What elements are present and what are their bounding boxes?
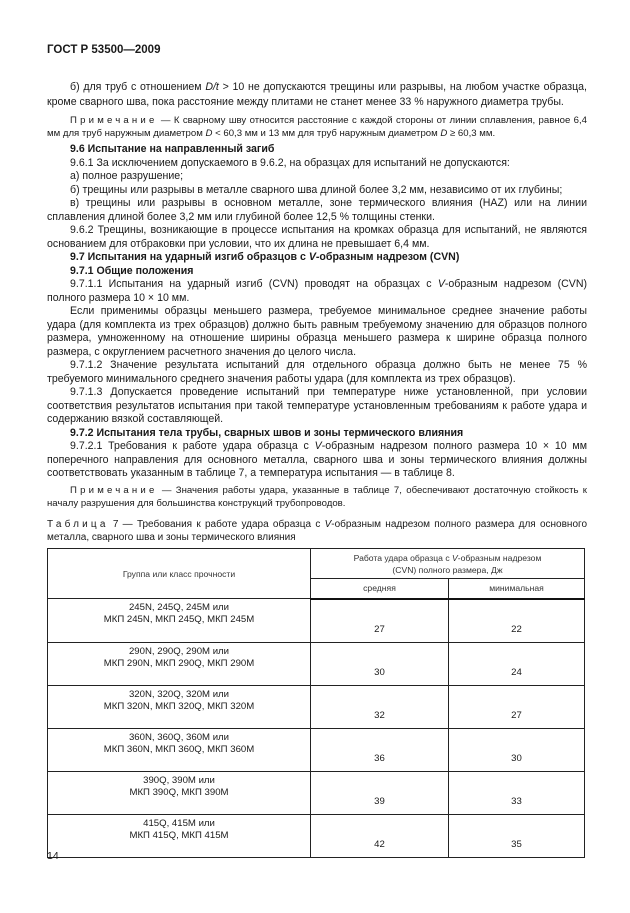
caption-label: Таблица [47,519,109,530]
cell-min: 33 [449,771,585,814]
table-row [48,728,585,771]
text: V [452,552,458,563]
section-9-7-2-title: 9.7.2 Испытания тела трубы, сварных швов и зоны термического влияния [70,426,464,439]
cell-avg: 32 [311,685,449,728]
text: — Значения работы удара, указанные в таблице 7, обеспечивают достаточную стойкость к началу разрушения для большинства конструкций трубопроводов. [47,485,587,509]
cell-min: 24 [449,642,585,685]
list-item: а) полное разрушение; [70,170,184,182]
text: V [308,251,316,263]
section-9-6-title: 9.6 Испытание на направленный загиб [70,143,275,155]
paragraph: 9.7.1.3 Допускается проведение испытаний при температуре ниже установленной, при условии соответствия результатов испытания при такой температуре установленным требованиям к работе удара и содержанию вязкой составляющей. [47,386,587,425]
table-row [48,685,585,728]
paragraph [47,278,587,305]
cell-group [48,814,311,857]
text: V [437,278,445,290]
text: 7 — Требования к работе удара образца с [108,519,325,530]
main-text [47,143,587,481]
cell-avg: 39 [311,771,449,814]
group-line-1: 320N, 320Q, 320M или [128,688,230,700]
group-line-2: МКП 390Q, МКП 390M [129,786,229,798]
table-row [48,814,585,857]
table-row [48,599,585,643]
text: D/t [205,81,219,93]
group-line-1: 360N, 360Q, 360M или [128,731,230,743]
note-label: Примечание [70,115,158,126]
paragraph-b [47,80,587,110]
paragraph: Если применимы образцы меньшего размера, требуемое минимальное среднее значение работы удара (для комплекта из трех образцов) должно быть равным требуемому значению для образцов полного размера, умноженному на отношение ширины образца меньшего размера к ширине образца полного размера, с округлением расчетного значения до целого числа. [47,305,587,358]
group-line-2: МКП 290N, МКП 290Q, МКП 290M [103,657,255,669]
text: 9.7.1.1 Испытания на ударный изгиб (CVN) проводят на образцах с [70,278,438,290]
text: -образным надрезом (CVN) полного размера 10 × 10 мм. [47,278,587,304]
text: 9.7 Испытания на ударный изгиб образцов с [70,251,309,263]
cell-min: 30 [449,728,585,771]
table-row [48,771,585,814]
cell-avg: 27 [311,599,449,643]
text: Работа удара образца с [353,552,452,563]
cell-min: 27 [449,685,585,728]
header-group: Группа или класс прочности [48,549,311,599]
cell-min: 35 [449,814,585,857]
section-9-7-title [47,251,587,265]
cell-avg: 42 [311,814,449,857]
text: б) для труб с отношением [70,81,206,93]
text: < 60,3 мм и 13 мм для труб наружным диаметром [212,128,441,139]
text: V [314,440,322,452]
header-avg: средняя [311,579,449,599]
cell-group [48,728,311,771]
text: -образным надрезом полного размера 10 × 10 мм поперечного направления для основного металла, сварного шва и зоны термического влияния должны соответствовать указанным в таблице 7, а температура испытания — в таблице 8. [47,440,587,479]
text: ≥ 60,3 мм. [447,128,496,139]
text: -образным надрезом (CVN) полного размера, Дж [392,552,542,575]
text: D [440,128,448,139]
text: > 10 не допускаются трещины или разрывы, на любом участке образца, кроме сварного шва, пока расстояние между плитами не станет менее 33 % наружного диаметра трубы. [47,81,588,108]
group-line-1: 415Q, 415M или [143,817,215,829]
group-line-1: 390Q, 390M или [143,774,215,786]
paragraph: 9.6.1 За исключением допускаемого в 9.6.2, на образцах для испытаний не допускаются: [70,156,510,169]
section-9-7-1-title: 9.7.1 Общие положения [70,264,194,277]
group-line-2: МКП 245N, МКП 245Q, МКП 245M [103,614,255,625]
cell-avg: 30 [311,642,449,685]
cell-group [48,685,311,728]
cell-group [48,642,311,685]
paragraph: 9.7.1.2 Значение результата испытаний для отдельного образца должно быть не менее 75 % требуемого минимального среднего значения работы удара (для комплекта из трех образцов). [47,359,587,385]
group-line-2: МКП 415Q, МКП 415M [129,829,229,841]
cell-min: 22 [449,599,585,643]
list-item: б) трещины или разрывы в металле сварного шва длиной более 3,2 мм, независимо от их глубины; [70,183,563,196]
text: 9.7.2.1 Требования к работе удара образца с [70,440,315,452]
text: D [205,128,213,139]
group-line-1: 290N, 290Q, 290M или [128,645,230,657]
cell-avg: 36 [311,728,449,771]
paragraph [47,440,587,481]
table-caption [47,518,587,544]
impact-work-table [47,548,585,858]
header-work [311,549,585,579]
list-item: в) трещины или разрывы в основном металле, зоне термического влияния (HAZ) или на линии сплавления длиной более 3,2 мм или глубиной более 12,5 % толщины стенки. [47,197,587,223]
cell-group [48,771,311,814]
text: -образным надрезом полного размера для основного металла, сварного шва и зоны термического влияния [47,519,588,543]
page-number: 14 [47,850,59,862]
note-1 [47,114,587,140]
header-min: минимальная [449,579,585,599]
document-header: ГОСТ Р 53500—2009 [47,44,161,56]
group-line-2: МКП 320N, МКП 320Q, МКП 320M [103,700,255,712]
paragraph: 9.6.2 Трещины, возникающие в процессе испытания на кромках образца для испытаний, не являются основанием для отбраковки при условии, что их длина не превышает 6,4 мм. [47,224,587,250]
note-2 [47,484,587,510]
group-line-2: МКП 360N, МКП 360Q, МКП 360M [103,743,255,755]
text: -образным надрезом (CVN) [315,251,460,263]
table-row [48,642,585,685]
text: V [324,519,332,530]
note-label: Примечание [70,485,158,496]
text: — К сварному шву относится расстояние с каждой стороны от линии сплавления, равное 6,4 мм для труб наружным диаметром [47,115,587,139]
cell-group [48,599,311,643]
group-line-1: 245N, 245Q, 245M или [128,602,230,613]
